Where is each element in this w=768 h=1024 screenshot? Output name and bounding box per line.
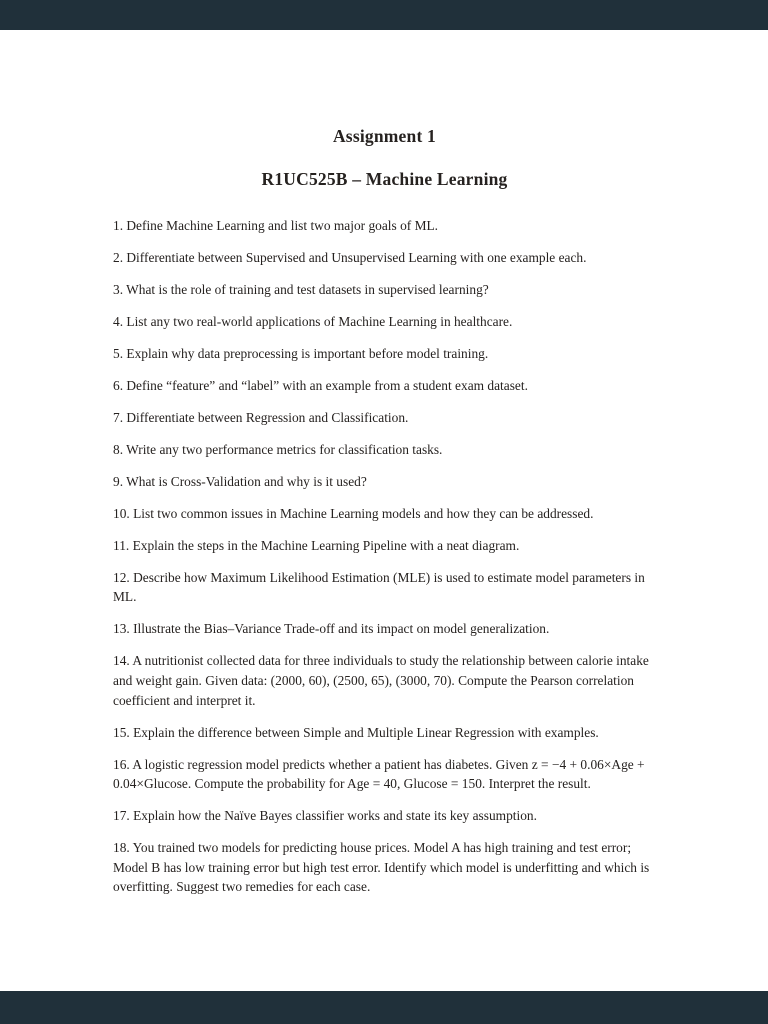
question-item: 9. What is Cross-Validation and why is it used? [113, 473, 367, 489]
question-item: 17. Explain how the Naïve Bayes classifier works and state its key assumption. [113, 808, 537, 824]
question-item: 12. Describe how Maximum Likelihood Estimation (MLE) is used to estimate model parameters in ML. [113, 569, 645, 605]
page-title: Assignment 1 [332, 126, 437, 146]
question-item: 14. A nutritionist collected data for three individuals to study the relationship between calorie intake and weight gain. Given data: (2000, 60), (2500, 65), (3000, 70). Compute the Pearson correlation coefficient and interpret it. [113, 653, 649, 708]
question-item: 16. A logistic regression model predicts whether a patient has diabetes. Given z = −4 + 0.06×Age + 0.04×Glucose. Compute the probability for Age = 40, Glucose = 150. Interpret the result. [113, 756, 645, 792]
question-item: 11. Explain the steps in the Machine Learning Pipeline with a neat diagram. [113, 537, 520, 553]
question-item: 13. Illustrate the Bias–Variance Trade-off and its impact on model generalization. [113, 621, 550, 637]
question-item: 6. Define “feature” and “label” with an example from a student exam dataset. [113, 377, 528, 393]
question-item: 7. Differentiate between Regression and Classification. [113, 409, 409, 425]
question-item: 5. Explain why data preprocessing is important before model training. [113, 345, 489, 361]
question-item: 4. List any two real-world applications of Machine Learning in healthcare. [113, 313, 513, 329]
question-item: 3. What is the role of training and test datasets in supervised learning? [113, 281, 489, 297]
question-item: 2. Differentiate between Supervised and Unsupervised Learning with one example each. [113, 249, 587, 265]
question-item: 8. Write any two performance metrics for classification tasks. [113, 441, 443, 457]
question-item: 10. List two common issues in Machine Learning models and how they can be addressed. [113, 505, 594, 521]
question-item: 1. Define Machine Learning and list two major goals of ML. [113, 218, 439, 233]
page-subtitle: R1UC525B – Machine Learning [261, 169, 508, 189]
question-list [113, 216, 656, 897]
question-item: 18. You trained two models for predicting house prices. Model A has high training and test error; Model B has low training error but high test error. Identify which model is underfitting and which is overfitting. Suggest two remedies for each case. [113, 840, 650, 895]
document-page[interactable] [0, 30, 768, 991]
question-item: 15. Explain the difference between Simple and Multiple Linear Regression with examples. [113, 724, 599, 740]
